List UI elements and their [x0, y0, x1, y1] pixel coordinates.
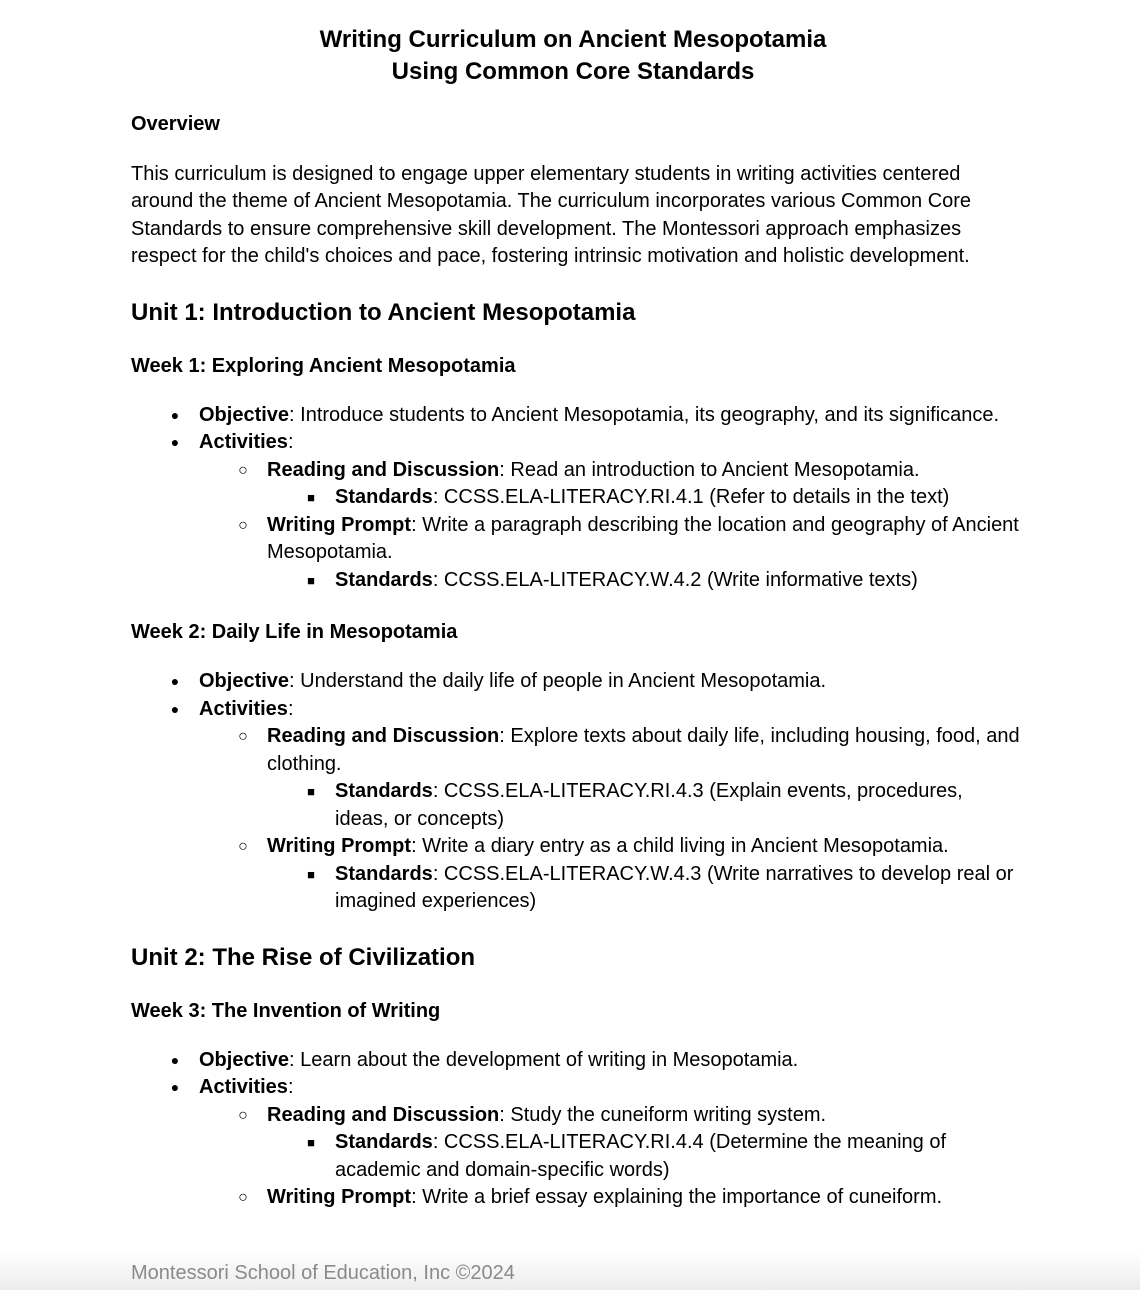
bullet-list-level-3 — [267, 1129, 1021, 1184]
bullet-list-level-3 — [267, 861, 1021, 916]
item-text: : Write a diary entry as a child living in Ancient Mesopotamia. — [411, 835, 949, 858]
week-heading: Week 2: Daily Life in Mesopotamia — [131, 621, 458, 644]
item-label: Activities — [199, 431, 288, 454]
list-item — [199, 833, 1021, 916]
bullet-circle-icon: ○ — [238, 728, 248, 746]
list-item — [267, 778, 1021, 833]
list-item — [199, 512, 1021, 595]
item-label: Reading and Discussion — [267, 725, 500, 748]
units-container — [131, 298, 1021, 1212]
bullet-square-icon: ■ — [307, 490, 315, 506]
bullet-list-level-2 — [199, 457, 1021, 595]
list-item — [131, 402, 1021, 430]
list-item — [267, 567, 1021, 595]
bullet-square-icon: ■ — [307, 784, 315, 800]
list-item — [267, 861, 1021, 916]
bullet-circle-icon: ○ — [238, 461, 248, 479]
item-text: : Study the cuneiform writing system. — [499, 1103, 827, 1126]
unit-heading: Unit 1: Introduction to Ancient Mesopotamia — [131, 298, 636, 326]
item-label: Objective — [199, 403, 290, 426]
bullet-disc-icon: ● — [170, 673, 180, 690]
bullet-disc-icon: ● — [170, 1051, 180, 1068]
item-label: Writing Prompt — [267, 835, 412, 858]
list-item — [131, 1047, 1021, 1075]
item-text: : Learn about the development of writing in Mesopotamia. — [289, 1048, 799, 1071]
item-label: Objective — [199, 1048, 290, 1071]
document-page — [131, 24, 1021, 1212]
bullet-disc-icon: ● — [170, 434, 180, 451]
bullet-list-level-1 — [131, 1047, 1021, 1212]
list-item — [131, 668, 1021, 696]
list-item — [131, 696, 1021, 916]
list-item — [267, 484, 1021, 512]
bullet-circle-icon: ○ — [238, 1106, 248, 1124]
unit-heading: Unit 2: The Rise of Civilization — [131, 943, 476, 971]
item-text: : Introduce students to Ancient Mesopotamia, its geography, and its significance. — [289, 403, 1000, 426]
bullet-list-level-2 — [199, 1102, 1021, 1212]
bullet-list-level-2 — [199, 723, 1021, 916]
bullet-disc-icon: ● — [170, 406, 180, 423]
bullet-square-icon: ■ — [307, 866, 315, 882]
bullet-list-level-1 — [131, 668, 1021, 916]
title-line-2: Using Common Core Standards — [391, 58, 755, 85]
overview-paragraph: This curriculum is designed to engage upper elementary students in writing activities centered around the theme of Ancient Mesopotamia. The curriculum incorporates various Common Core Standards to ensure comprehensive skill development. The Montessori approach emphasizes respect for the child's choices and pace, fostering intrinsic motivation and holistic development. — [131, 162, 972, 268]
item-label: Activities — [199, 1076, 288, 1099]
item-text: : CCSS.ELA-LITERACY.W.4.3 (Write narratives to develop real or imagined experiences) — [335, 862, 1014, 913]
bullet-disc-icon: ● — [170, 700, 180, 717]
list-item — [199, 1184, 1021, 1212]
bullet-square-icon: ■ — [307, 1135, 315, 1151]
item-text: : Write a brief essay explaining the importance of cuneiform. — [411, 1186, 943, 1209]
list-item — [131, 429, 1021, 594]
bullet-circle-icon: ○ — [238, 838, 248, 856]
item-label: Writing Prompt — [267, 513, 412, 536]
item-text: : CCSS.ELA-LITERACY.RI.4.1 (Refer to details in the text) — [432, 486, 950, 509]
item-text: : Understand the daily life of people in Ancient Mesopotamia. — [289, 670, 827, 693]
item-label: Standards — [335, 1131, 433, 1154]
item-label: Standards — [335, 780, 433, 803]
bullet-list-level-3 — [267, 567, 1021, 595]
bullet-circle-icon: ○ — [238, 516, 248, 534]
week-heading: Week 3: The Invention of Writing — [131, 999, 441, 1022]
bullet-disc-icon: ● — [170, 1079, 180, 1096]
title-line-1: Writing Curriculum on Ancient Mesopotamia — [319, 26, 827, 53]
bullet-list-level-3 — [267, 484, 1021, 512]
item-text: : — [287, 1076, 294, 1099]
list-item — [199, 723, 1021, 833]
bullet-square-icon: ■ — [307, 572, 315, 588]
item-label: Reading and Discussion — [267, 458, 500, 481]
item-text: : CCSS.ELA-LITERACY.RI.4.4 (Determine the meaning of academic and domain-specific words) — [335, 1131, 946, 1181]
list-item — [267, 1129, 1021, 1184]
item-label: Standards — [335, 486, 433, 509]
item-text: : Write a paragraph describing the location and geography of Ancient Mesopotamia. — [267, 513, 1019, 564]
footer-copyright: Montessori School of Education, Inc ©2024 — [131, 1262, 515, 1284]
item-text: : Explore texts about daily life, including housing, food, and clothing. — [267, 725, 1020, 775]
list-item — [199, 1102, 1021, 1185]
item-text: : CCSS.ELA-LITERACY.W.4.2 (Write informative texts) — [432, 568, 918, 591]
bullet-list-level-1 — [131, 402, 1021, 595]
overview-heading: Overview — [131, 113, 220, 135]
document-title — [131, 24, 1015, 88]
item-text: : CCSS.ELA-LITERACY.RI.4.3 (Explain events, procedures, ideas, or concepts) — [335, 780, 963, 830]
item-label: Activities — [199, 697, 288, 720]
item-text: : — [287, 431, 294, 454]
item-label: Writing Prompt — [267, 1186, 412, 1209]
item-text: : Read an introduction to Ancient Mesopotamia. — [499, 458, 920, 481]
item-label: Standards — [335, 862, 433, 885]
week-heading: Week 1: Exploring Ancient Mesopotamia — [131, 354, 516, 377]
list-item — [199, 457, 1021, 512]
bullet-list-level-3 — [267, 778, 1021, 833]
item-label: Objective — [199, 670, 290, 693]
list-item — [131, 1074, 1021, 1212]
item-label: Reading and Discussion — [267, 1103, 500, 1126]
item-label: Standards — [335, 568, 433, 591]
footer — [0, 1252, 1140, 1290]
item-text: : — [287, 697, 294, 720]
bullet-circle-icon: ○ — [238, 1189, 248, 1207]
